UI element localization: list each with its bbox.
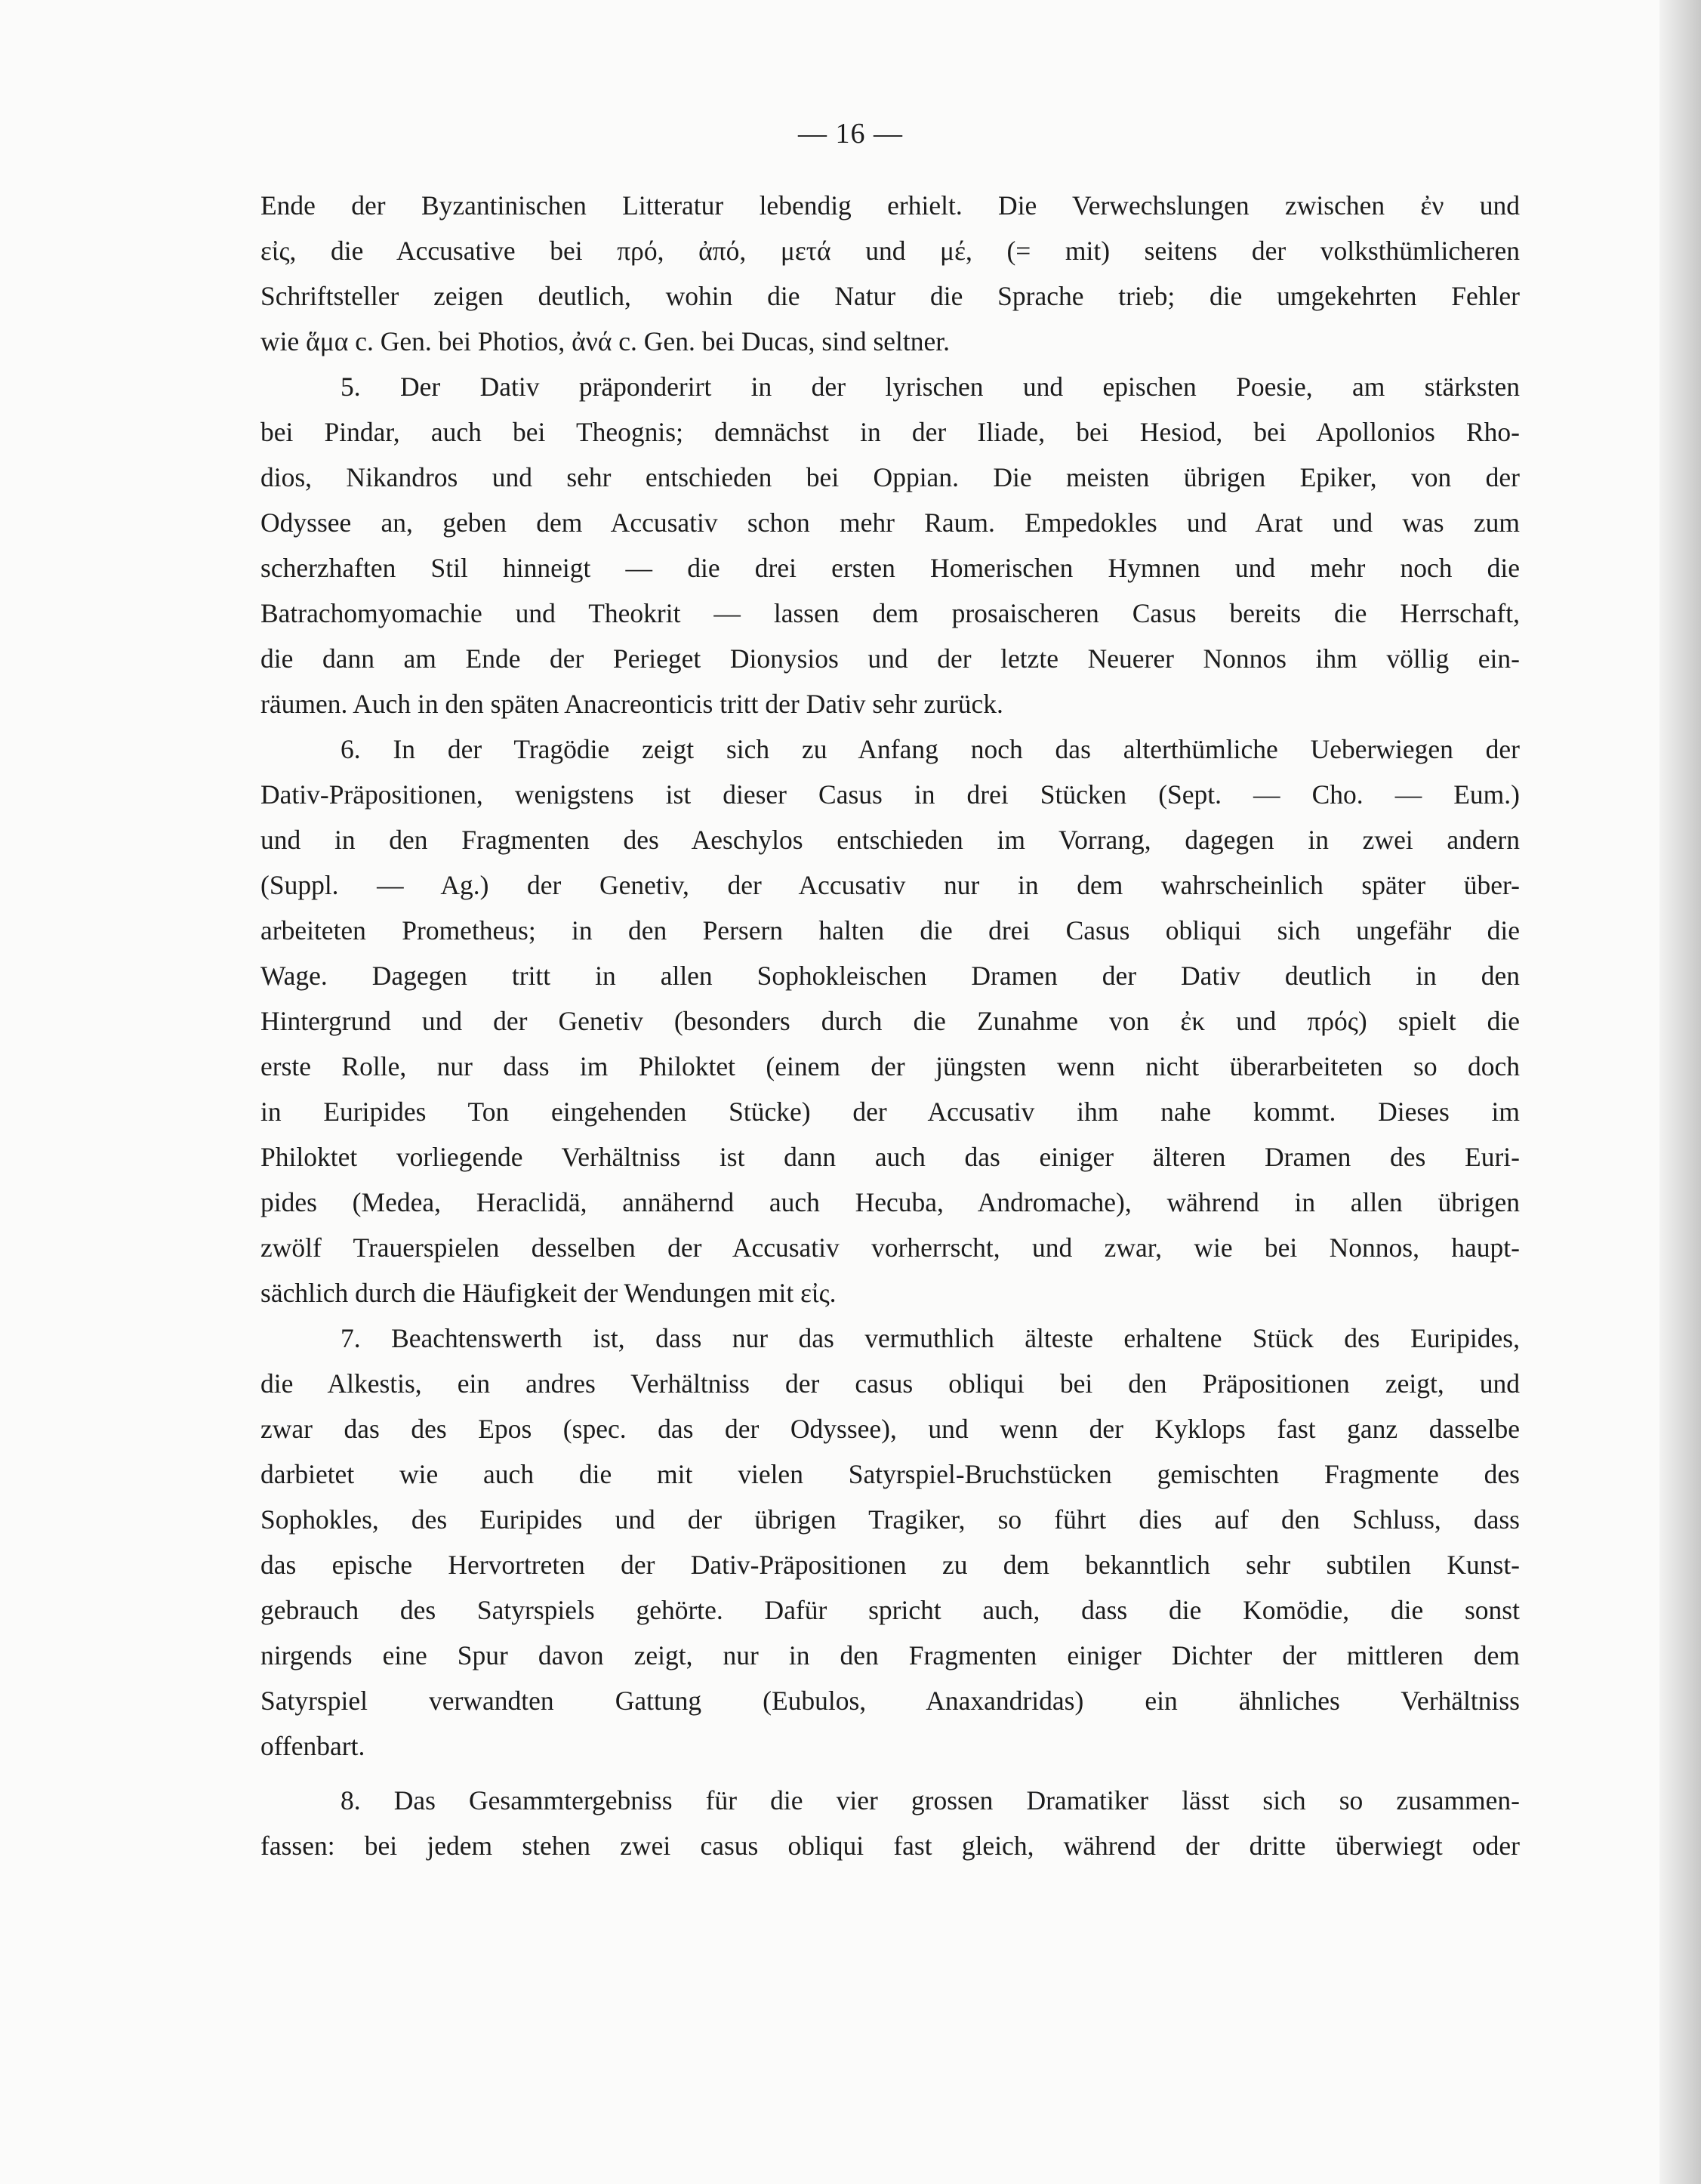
text-line: zwar das des Epos (spec. das der Odyssee), und wenn der Kyklops fast ganz dasselbe — [260, 1414, 1520, 1444]
text-line: Schriftsteller zeigen deutlich, wohin die Natur die Sprache trieb; die umgekehrten Fehler — [260, 281, 1520, 311]
text-line: Dativ-Präpositionen, wenigstens ist dieser Casus in drei Stücken (Sept. — Cho. — Eum.) — [260, 779, 1520, 810]
text-line: (Suppl. — Ag.) der Genetiv, der Accusativ nur in dem wahrscheinlich später über- — [260, 870, 1520, 900]
text-line: wie ἅμα c. Gen. bei Photios, ἀνά c. Gen. bei Ducas, sind seltner. — [260, 326, 950, 356]
text-line: bei Pindar, auch bei Theognis; demnächst in der Iliade, bei Hesiod, bei Apollonios Rho- — [260, 417, 1520, 447]
text-line: die dann am Ende der Perieget Dionysios und der letzte Neuerer Nonnos ihm völlig ein- — [260, 643, 1520, 674]
text-line: Philoktet vorliegende Verhältniss ist dann auch das einiger älteren Dramen des Euri- — [260, 1142, 1520, 1172]
text-line: und in den Fragmenten des Aeschylos entschieden im Vorrang, dagegen in zwei andern — [260, 825, 1520, 855]
text-line: offenbart. — [260, 1731, 365, 1761]
text-line: 8. Das Gesammtergebniss für die vier grossen Dramatiker lässt sich so zusammen- — [341, 1785, 1520, 1815]
text-line: Sophokles, des Euripides und der übrigen Tragiker, so führt dies auf den Schluss, dass — [260, 1504, 1520, 1535]
text-line: Batrachomyomachie und Theokrit — lassen dem prosaischeren Casus bereits die Herrschaft, — [260, 598, 1520, 628]
text-line: zwölf Trauerspielen desselben der Accusativ vorherrscht, und zwar, wie bei Nonnos, haupt- — [260, 1232, 1520, 1263]
text-line: Satyrspiel verwandten Gattung (Eubulos, Anaxandridas) ein ähnliches Verhältniss — [260, 1686, 1520, 1716]
text-line: sächlich durch die Häufigkeit der Wendungen mit εἰς. — [260, 1278, 837, 1308]
page-number: — 16 — — [798, 118, 903, 150]
text-line: 7. Beachtenswerth ist, dass nur das vermuthlich älteste erhaltene Stück des Euripides, — [341, 1323, 1520, 1353]
text-line: scherzhaften Stil hinneigt — die drei ersten Homerischen Hymnen und mehr noch die — [260, 553, 1520, 583]
text-line: Odyssee an, geben dem Accusativ schon mehr Raum. Empedokles und Arat und was zum — [260, 507, 1520, 538]
text-line: die Alkestis, ein andres Verhältniss der casus obliqui bei den Präpositionen zeigt, und — [260, 1368, 1520, 1399]
text-line: Ende der Byzantinischen Litteratur lebendig erhielt. Die Verwechslungen zwischen ἐν und — [260, 190, 1520, 221]
text-line: räumen. Auch in den späten Anacreonticis tritt der Dativ sehr zurück. — [260, 689, 1003, 719]
text-body — [260, 183, 1520, 1868]
text-line: darbietet wie auch die mit vielen Satyrspiel-Bruchstücken gemischten Fragmente des — [260, 1459, 1520, 1489]
text-line: gebrauch des Satyrspiels gehörte. Dafür spricht auch, dass die Komödie, die sonst — [260, 1595, 1520, 1625]
text-line: 6. In der Tragödie zeigt sich zu Anfang noch das alterthümliche Ueberwiegen der — [341, 734, 1520, 764]
text-line: 5. Der Dativ präponderirt in der lyrischen und epischen Poesie, am stärksten — [341, 372, 1520, 402]
text-line: fassen: bei jedem stehen zwei casus obliqui fast gleich, während der dritte überwiegt oder — [260, 1831, 1520, 1861]
text-line: pides (Medea, Heraclidä, annähernd auch Hecuba, Andromache), während in allen übrigen — [260, 1187, 1520, 1217]
text-line: erste Rolle, nur dass im Philoktet (einem der jüngsten wenn nicht überarbeiteten so doch — [260, 1051, 1520, 1081]
text-line: Wage. Dagegen tritt in allen Sophokleischen Dramen der Dativ deutlich in den — [260, 961, 1520, 991]
text-line: εἰς, die Accusative bei πρό, ἀπό, μετά und μέ, (= mit) seitens der volksthümlicheren — [260, 236, 1520, 266]
text-line: das epische Hervortreten der Dativ-Präpositionen zu dem bekanntlich sehr subtilen Kunst- — [260, 1550, 1520, 1580]
text-line: in Euripides Ton eingehenden Stücke) der Accusativ ihm nahe kommt. Dieses im — [260, 1097, 1520, 1127]
paragraph-gap — [260, 1769, 1520, 1778]
text-line: nirgends eine Spur davon zeigt, nur in den Fragmenten einiger Dichter der mittleren dem — [260, 1640, 1520, 1670]
text-line: arbeiteten Prometheus; in den Persern halten die drei Casus obliqui sich ungefähr die — [260, 915, 1520, 945]
page-edge-shadow — [1659, 0, 1701, 2184]
text-line: dios, Nikandros und sehr entschieden bei Oppian. Die meisten übrigen Epiker, von der — [260, 462, 1520, 492]
text-line: Hintergrund und der Genetiv (besonders durch die Zunahme von ἐκ und πρός) spielt die — [260, 1006, 1520, 1036]
